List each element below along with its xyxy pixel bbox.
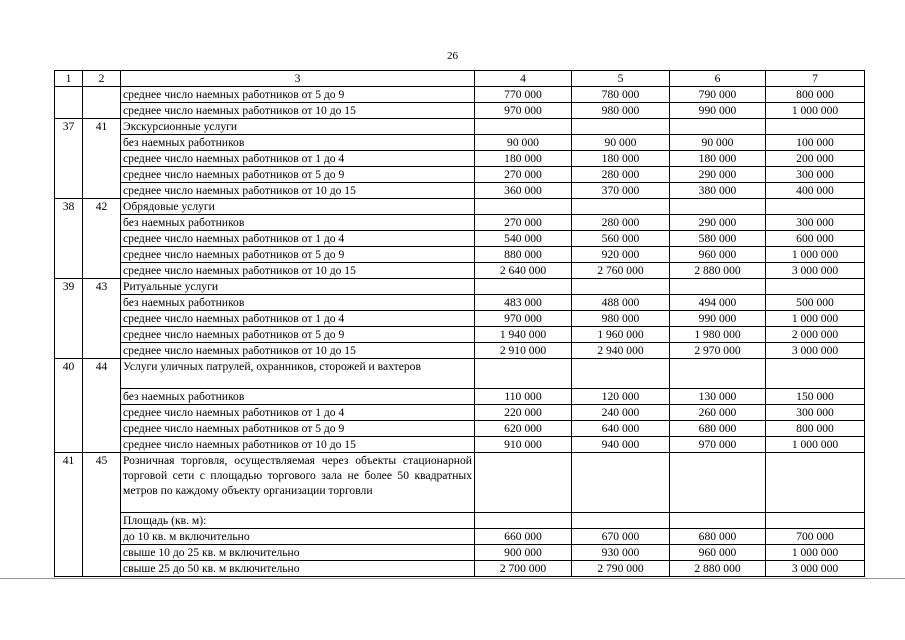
table-row — [55, 167, 865, 183]
value-cell: 930 000 — [572, 545, 670, 561]
value-cell: 680 000 — [670, 421, 766, 437]
value-cell: 800 000 — [766, 87, 865, 103]
value-cell: 960 000 — [670, 545, 766, 561]
value-cell — [670, 513, 766, 529]
value-cell: 400 000 — [766, 183, 865, 199]
value-cell: 483 000 — [475, 295, 572, 311]
description-cell: свыше 25 до 50 кв. м включительно — [121, 561, 475, 577]
value-cell — [475, 199, 572, 215]
table-row — [55, 119, 865, 135]
description-cell: среднее число наемных работников от 5 до 9 — [121, 247, 475, 263]
value-cell — [572, 279, 670, 295]
value-cell: 270 000 — [475, 215, 572, 231]
description-cell: до 10 кв. м включительно — [121, 529, 475, 545]
value-cell: 360 000 — [475, 183, 572, 199]
table-row — [55, 151, 865, 167]
value-cell: 180 000 — [475, 151, 572, 167]
value-cell: 280 000 — [572, 167, 670, 183]
tariff-table — [54, 70, 865, 577]
value-cell — [572, 453, 670, 513]
description-cell: Услуги уличных патрулей, охранников, сторожей и вахтеров — [121, 359, 475, 389]
row-number-cell: 37 — [55, 119, 83, 199]
value-cell: 2 880 000 — [670, 561, 766, 577]
value-cell — [766, 199, 865, 215]
value-cell: 90 000 — [475, 135, 572, 151]
table-header-row — [55, 71, 865, 87]
column-header: 7 — [766, 71, 865, 87]
value-cell: 3 000 000 — [766, 561, 865, 577]
value-cell: 3 000 000 — [766, 343, 865, 359]
table-row — [55, 389, 865, 405]
value-cell: 780 000 — [572, 87, 670, 103]
row-number-cell: 40 — [55, 359, 83, 453]
value-cell — [475, 359, 572, 389]
value-cell: 2 880 000 — [670, 263, 766, 279]
value-cell: 970 000 — [475, 311, 572, 327]
item-number-cell — [83, 87, 121, 119]
value-cell: 660 000 — [475, 529, 572, 545]
value-cell: 270 000 — [475, 167, 572, 183]
description-cell: Обрядовые услуги — [121, 199, 475, 215]
description-cell: среднее число наемных работников от 1 до 4 — [121, 311, 475, 327]
value-cell — [475, 119, 572, 135]
description-cell: среднее число наемных работников от 10 до 15 — [121, 263, 475, 279]
description-cell: среднее число наемных работников от 1 до 4 — [121, 231, 475, 247]
value-cell — [670, 279, 766, 295]
value-cell: 800 000 — [766, 421, 865, 437]
table-row — [55, 545, 865, 561]
value-cell — [766, 453, 865, 513]
value-cell: 1 000 000 — [766, 103, 865, 119]
description-cell: свыше 10 до 25 кв. м включительно — [121, 545, 475, 561]
value-cell — [766, 119, 865, 135]
value-cell: 120 000 — [572, 389, 670, 405]
value-cell: 180 000 — [572, 151, 670, 167]
item-number-cell: 44 — [83, 359, 121, 453]
table-row — [55, 295, 865, 311]
value-cell — [475, 279, 572, 295]
column-header: 3 — [121, 71, 475, 87]
value-cell — [670, 119, 766, 135]
value-cell: 260 000 — [670, 405, 766, 421]
table-row — [55, 231, 865, 247]
description-cell: среднее число наемных работников от 10 до 15 — [121, 343, 475, 359]
value-cell: 2 790 000 — [572, 561, 670, 577]
description-cell: среднее число наемных работников от 10 до 15 — [121, 437, 475, 453]
description-cell: без наемных работников — [121, 295, 475, 311]
value-cell: 980 000 — [572, 311, 670, 327]
value-cell: 2 700 000 — [475, 561, 572, 577]
value-cell: 1 000 000 — [766, 311, 865, 327]
value-cell: 1 960 000 — [572, 327, 670, 343]
table-row — [55, 135, 865, 151]
table-row — [55, 263, 865, 279]
value-cell: 680 000 — [670, 529, 766, 545]
row-number-cell: 39 — [55, 279, 83, 359]
description-cell: среднее число наемных работников от 5 до 9 — [121, 421, 475, 437]
value-cell: 2 760 000 — [572, 263, 670, 279]
value-cell: 1 940 000 — [475, 327, 572, 343]
table-row — [55, 561, 865, 577]
table-row — [55, 513, 865, 529]
row-number-cell — [55, 87, 83, 119]
value-cell: 500 000 — [766, 295, 865, 311]
value-cell: 1 000 000 — [766, 437, 865, 453]
value-cell — [766, 279, 865, 295]
value-cell: 580 000 — [670, 231, 766, 247]
value-cell — [766, 513, 865, 529]
value-cell: 200 000 — [766, 151, 865, 167]
value-cell — [572, 199, 670, 215]
value-cell: 300 000 — [766, 405, 865, 421]
table-row — [55, 215, 865, 231]
value-cell: 2 000 000 — [766, 327, 865, 343]
value-cell: 488 000 — [572, 295, 670, 311]
value-cell: 90 000 — [572, 135, 670, 151]
value-cell: 900 000 — [475, 545, 572, 561]
value-cell: 290 000 — [670, 215, 766, 231]
column-header: 1 — [55, 71, 83, 87]
value-cell: 970 000 — [670, 437, 766, 453]
value-cell — [670, 199, 766, 215]
value-cell: 2 940 000 — [572, 343, 670, 359]
value-cell: 1 000 000 — [766, 545, 865, 561]
value-cell: 670 000 — [572, 529, 670, 545]
value-cell: 940 000 — [572, 437, 670, 453]
value-cell: 1 980 000 — [670, 327, 766, 343]
value-cell: 180 000 — [670, 151, 766, 167]
description-cell: Площадь (кв. м): — [121, 513, 475, 529]
description-cell: Экскурсионные услуги — [121, 119, 475, 135]
table-row — [55, 327, 865, 343]
value-cell: 280 000 — [572, 215, 670, 231]
value-cell — [475, 453, 572, 513]
table-row — [55, 87, 865, 103]
value-cell: 240 000 — [572, 405, 670, 421]
description-cell: без наемных работников — [121, 135, 475, 151]
value-cell: 980 000 — [572, 103, 670, 119]
value-cell: 600 000 — [766, 231, 865, 247]
table-body — [55, 71, 865, 577]
table-row — [55, 529, 865, 545]
table-row — [55, 279, 865, 295]
item-number-cell: 43 — [83, 279, 121, 359]
value-cell: 150 000 — [766, 389, 865, 405]
item-number-cell: 41 — [83, 119, 121, 199]
description-cell: Розничная торговля, осуществляемая через объекты стационарной торговой сети с площадью торгового зала не более 50 квадратных метров по каждому объекту организации торговли — [121, 453, 475, 513]
page-number: 26 — [447, 50, 458, 62]
value-cell: 910 000 — [475, 437, 572, 453]
description-cell: среднее число наемных работников от 10 до 15 — [121, 183, 475, 199]
column-header: 6 — [670, 71, 766, 87]
value-cell — [670, 453, 766, 513]
value-cell: 370 000 — [572, 183, 670, 199]
description-cell: среднее число наемных работников от 1 до 4 — [121, 405, 475, 421]
value-cell — [572, 359, 670, 389]
value-cell — [572, 513, 670, 529]
value-cell: 2 970 000 — [670, 343, 766, 359]
table-row — [55, 405, 865, 421]
description-cell: среднее число наемных работников от 5 до 9 — [121, 167, 475, 183]
value-cell — [572, 119, 670, 135]
table-row — [55, 421, 865, 437]
column-header: 4 — [475, 71, 572, 87]
column-header: 5 — [572, 71, 670, 87]
description-cell: среднее число наемных работников от 10 до 15 — [121, 103, 475, 119]
value-cell: 790 000 — [670, 87, 766, 103]
value-cell: 494 000 — [670, 295, 766, 311]
value-cell: 300 000 — [766, 167, 865, 183]
description-cell: среднее число наемных работников от 1 до 4 — [121, 151, 475, 167]
row-number-cell: 38 — [55, 199, 83, 279]
value-cell — [475, 513, 572, 529]
value-cell — [670, 359, 766, 389]
description-cell: среднее число наемных работников от 5 до 9 — [121, 87, 475, 103]
value-cell: 560 000 — [572, 231, 670, 247]
value-cell: 2 640 000 — [475, 263, 572, 279]
value-cell: 920 000 — [572, 247, 670, 263]
description-cell: без наемных работников — [121, 215, 475, 231]
table-row — [55, 183, 865, 199]
item-number-cell: 45 — [83, 453, 121, 577]
value-cell: 540 000 — [475, 231, 572, 247]
table-row — [55, 453, 865, 513]
value-cell: 3 000 000 — [766, 263, 865, 279]
row-number-cell: 41 — [55, 453, 83, 577]
table-row — [55, 199, 865, 215]
value-cell: 2 910 000 — [475, 343, 572, 359]
table-row — [55, 103, 865, 119]
column-header: 2 — [83, 71, 121, 87]
scan-artifact-line — [0, 578, 905, 579]
table-row — [55, 359, 865, 389]
value-cell: 960 000 — [670, 247, 766, 263]
value-cell: 380 000 — [670, 183, 766, 199]
value-cell: 700 000 — [766, 529, 865, 545]
value-cell: 90 000 — [670, 135, 766, 151]
description-cell: среднее число наемных работников от 5 до 9 — [121, 327, 475, 343]
value-cell: 290 000 — [670, 167, 766, 183]
table-row — [55, 247, 865, 263]
value-cell — [766, 359, 865, 389]
value-cell: 220 000 — [475, 405, 572, 421]
description-cell: без наемных работников — [121, 389, 475, 405]
value-cell: 640 000 — [572, 421, 670, 437]
value-cell: 990 000 — [670, 103, 766, 119]
value-cell: 620 000 — [475, 421, 572, 437]
value-cell: 990 000 — [670, 311, 766, 327]
value-cell: 1 000 000 — [766, 247, 865, 263]
table-row — [55, 311, 865, 327]
value-cell: 130 000 — [670, 389, 766, 405]
value-cell: 970 000 — [475, 103, 572, 119]
value-cell: 770 000 — [475, 87, 572, 103]
value-cell: 100 000 — [766, 135, 865, 151]
table-row — [55, 343, 865, 359]
table-row — [55, 437, 865, 453]
description-cell: Ритуальные услуги — [121, 279, 475, 295]
value-cell: 880 000 — [475, 247, 572, 263]
value-cell: 110 000 — [475, 389, 572, 405]
value-cell: 300 000 — [766, 215, 865, 231]
item-number-cell: 42 — [83, 199, 121, 279]
